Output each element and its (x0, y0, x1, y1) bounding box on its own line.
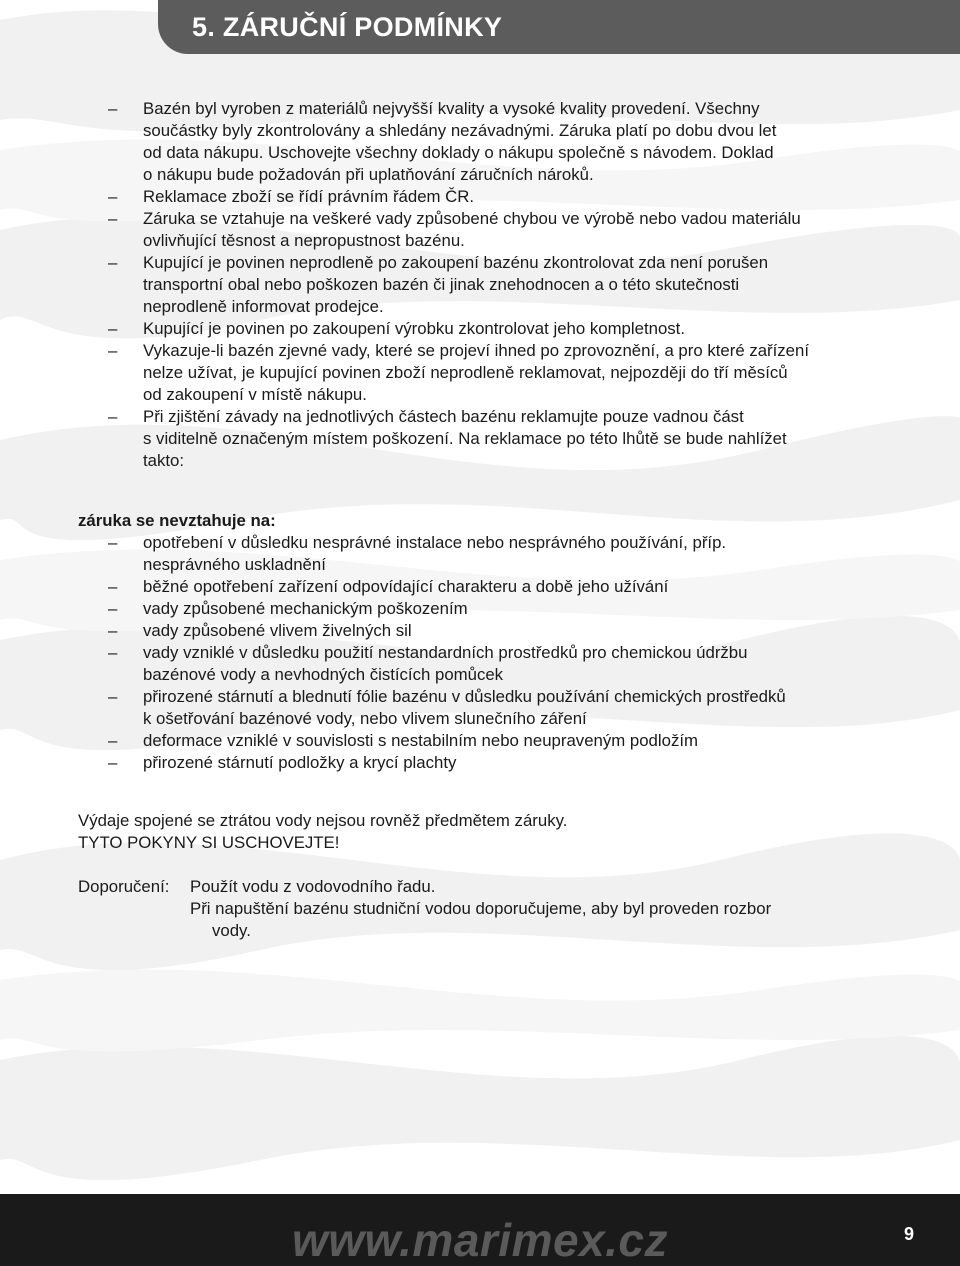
list-item-line: s viditelně označeným místem poškození. Na reklamace po této lhůtě se bude nahlížet (143, 429, 787, 448)
list-item (78, 186, 878, 208)
list-item-line: Bazén byl vyroben z materiálů nejvyšší kvality a vysoké kvality provedení. Všechny (143, 99, 760, 118)
section-header-tab (158, 0, 960, 54)
list-item-line: Vykazuje-li bazén zjevné vady, které se projeví ihned po zprovoznění, a pro které zařízení (143, 341, 810, 360)
list-item (78, 686, 878, 730)
dash-bullet: – (108, 253, 118, 272)
list-item-line: o nákupu bude požadován při uplatňování záručních nároků. (143, 165, 594, 184)
list-item (78, 252, 878, 318)
list-item-line: ovlivňující těsnost a nepropustnost bazénu. (143, 231, 465, 250)
recommendation-line: vody. (212, 921, 251, 940)
dash-bullet: – (108, 533, 118, 552)
list-item-line: Kupující je povinen po zakoupení výrobku zkontrolovat jeho kompletnost. (143, 319, 685, 338)
water-loss-note: Výdaje spojené se ztrátou vody nejsou rovněž předmětem záruky. (78, 811, 568, 830)
list-item (78, 208, 878, 252)
list-item-line: vady způsobené vlivem živelných sil (143, 621, 412, 640)
list-item-line: nelze užívat, je kupující povinen zboží neprodleně reklamovat, nejpozději do tří měsíců (143, 363, 788, 382)
list-item (78, 576, 878, 598)
recommendation-text (190, 876, 878, 942)
list-item (78, 730, 878, 752)
list-item (78, 752, 878, 774)
dash-bullet: – (108, 209, 118, 228)
list-item (78, 642, 878, 686)
list-item (78, 532, 878, 576)
dash-bullet: – (108, 341, 118, 360)
list-item-line: Reklamace zboží se řídí právním řádem ČR. (143, 187, 475, 206)
list-item-line: bazénové vody a nevhodných čistících pomůcek (143, 665, 504, 684)
recommendation-block (78, 876, 878, 942)
page-number: 9 (904, 1224, 915, 1244)
website-url: www.marimex.cz (292, 1214, 669, 1266)
list-item (78, 406, 878, 472)
exclusions-heading: záruka se nevztahuje na: (78, 511, 276, 530)
list-item (78, 620, 878, 642)
dash-bullet: – (108, 731, 118, 750)
list-item (78, 318, 878, 340)
dash-bullet: – (108, 687, 118, 706)
list-item-line: vady způsobené mechanickým poškozením (143, 599, 468, 618)
list-item (78, 598, 878, 620)
recommendation-line: Použít vodu z vodovodního řadu. (190, 877, 436, 896)
section-title: 5. ZÁRUČNÍ PODMÍNKY (192, 12, 503, 42)
list-item (78, 98, 878, 186)
dash-bullet: – (108, 599, 118, 618)
list-item-line: deformace vzniklé v souvislosti s nestabilním nebo neupraveným podložím (143, 731, 698, 750)
list-item-line: součástky byly zkontrolovány a shledány nezávadnými. Záruka platí po dobu dvou let (143, 121, 777, 140)
warranty-terms-list (78, 98, 878, 472)
list-item-line: transportní obal nebo poškozen bazén či jinak znehodnocen a o této skutečnosti (143, 275, 740, 294)
list-item (78, 340, 878, 406)
dash-bullet: – (108, 753, 118, 772)
recommendation-label: Doporučení: (78, 877, 170, 896)
dash-bullet: – (108, 187, 118, 206)
list-item-line: běžné opotřebení zařízení odpovídající charakteru a době jeho užívání (143, 577, 669, 596)
dash-bullet: – (108, 319, 118, 338)
list-item-line: přirozené stárnutí a blednutí fólie bazénu v důsledku používání chemických prostředků (143, 687, 786, 706)
dash-bullet: – (108, 621, 118, 640)
list-item-line: Při zjištění závady na jednotlivých částech bazénu reklamujte pouze vadnou část (143, 407, 744, 426)
list-item-line: takto: (143, 451, 185, 470)
list-item-line: opotřebení v důsledku nesprávné instalace nebo nesprávného používání, příp. (143, 533, 727, 552)
list-item-line: k ošetřování bazénové vody, nebo vlivem slunečního záření (143, 709, 587, 728)
warranty-content (78, 98, 878, 942)
dash-bullet: – (108, 407, 118, 426)
page-footer (0, 1194, 960, 1266)
list-item-line: přirozené stárnutí podložky a krycí plachty (143, 753, 457, 772)
warranty-exclusions-list (78, 532, 878, 774)
dash-bullet: – (108, 577, 118, 596)
list-item-line: Kupující je povinen neprodleně po zakoupení bazénu zkontrolovat zda není porušen (143, 253, 769, 272)
list-item-line: nesprávného uskladnění (143, 555, 326, 574)
list-item-line: Záruka se vztahuje na veškeré vady způsobené chybou ve výrobě nebo vadou materiálu (143, 209, 801, 228)
keep-instructions-note: TYTO POKYNY SI USCHOVEJTE! (78, 833, 340, 852)
list-item-line: od data nákupu. Uschovejte všechny doklady o nákupu společně s návodem. Doklad (143, 143, 774, 162)
recommendation-line: Při napuštění bazénu studniční vodou doporučujeme, aby byl proveden rozbor (190, 899, 772, 918)
dash-bullet: – (108, 99, 118, 118)
list-item-line: od zakoupení v místě nákupu. (143, 385, 367, 404)
list-item-line: neprodleně informovat prodejce. (143, 297, 384, 316)
dash-bullet: – (108, 643, 118, 662)
list-item-line: vady vzniklé v důsledku použití nestandardních prostředků pro chemickou údržbu (143, 643, 748, 662)
